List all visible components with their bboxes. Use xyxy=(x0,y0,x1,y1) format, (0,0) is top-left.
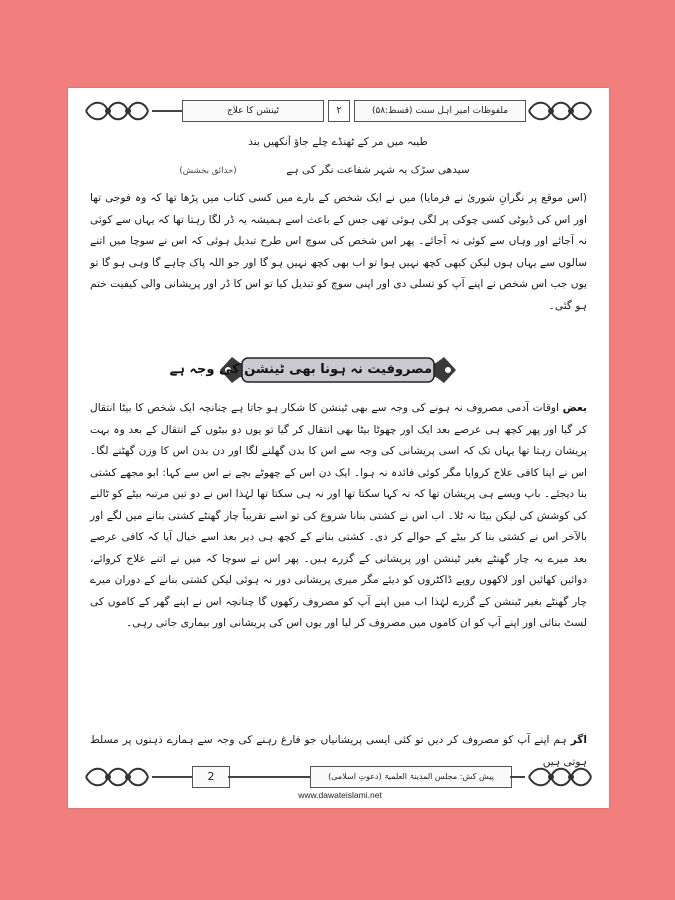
section-heading-banner xyxy=(169,353,458,387)
verse-source: (حدائق بخشش) xyxy=(179,166,237,176)
ornament-right-icon xyxy=(525,98,595,124)
header-right-title: ملفوظات امیر اہل سنت (قسط:۵۸) xyxy=(354,100,526,122)
page-footer xyxy=(82,764,595,804)
footer-ornament-left-icon xyxy=(82,764,152,790)
paragraph-1: (اس موقع پر نگرانِ شوریٰ نے فرمایا) میں نے ایک شخص کے بارے میں کسی کتاب میں پڑھا تھا کہ وہ فوجی تھا اور اس کی ڈیوٹی کسی چوکی پر لگی ہوئی تھی جس کے باعث اسے ہمیشہ یہ ڈر لگا رہتا تھا کہ یہاں سے کوئی نہ آجائے اور وہاں سے کوئی نہ آجائے۔ پھر اس شخص کی سوچ اس طرح تبدیل ہوئی کہ اس نے سوچا میں اتنے سالوں سے یہاں ہوں لیکن کبھی کچھ نہیں ہوا تو اب بھی کچھ نہیں ہو گا اور جو اللہ پاک چاہے گا وہی ہو گا تو یوں جب اس شخص نے اپنے آپ کو تسلی دی اور اپنی سوچ کو تبدیل کیا تو اس کا ڈر اور پریشانی والی کیفیت ختم ہو گئی۔ xyxy=(90,192,587,312)
footer-url[interactable]: www.dawateislami.net xyxy=(298,790,382,800)
footer-rule-mid xyxy=(228,776,310,778)
footer-rule-left xyxy=(152,776,192,778)
verse-line-2: سیدھی سڑک یہ شہر شفاعت نگر کی ہے xyxy=(286,164,470,176)
header-left-title: ٹینشن کا علاج xyxy=(182,100,324,122)
paragraph-2 xyxy=(90,398,587,635)
paragraph-2-lead: بعض xyxy=(562,402,587,414)
verse-line-1: طیبہ میں مر کے ٹھنڈے چلے جاؤ آنکھیں بند xyxy=(248,136,428,148)
paragraph-2-text: اوقات آدمی مصروف نہ ہونے کی وجہ سے بھی ٹینشن کا شکار ہو جاتا ہے چنانچہ ایک شخص کا بیٹا انتقال کر گیا اور پھر کچھ ہی عرصے بعد ایک اور چھوٹا بیٹا بھی انتقال کر گیا تو یوں دو بیٹوں کے انتقال کے بعد وہ بہت پریشان رہتا تھا یہاں تک کہ اسی پریشانی کی وجہ سے اس کا بدن گھلنے لگا اور دن بدن اس کا وزن گھٹنے لگا۔ اس نے اپنا کافی علاج کروایا مگر کوئی فائدہ نہ ہوا۔ ایک دن اس کے چھوٹے بچے نے اس سے کہا: ابو مجھے کشتی بنا دیجئے۔ باپ ویسے ہی پریشان تھا کہ نہ کہا سکتا تھا اور نہ ہی سکتا تھا لہٰذا اس نے دو تین مرتبہ بیٹے کو ٹالنے کی کوشش کی لیکن بیٹا نہ ٹلا۔ اب اس نے کشتی بنانا شروع کی تو اسے تقریباً چار گھنٹے کشتی بنانے میں لگے اور بالآخر اس نے کشتی بنا کر بیٹے کے حوالے کر دی۔ کشتی بنانے کے کچھ ہی دیر بعد اسے خیال آیا کہ کافی عرصے بعد میرے یہ چار گھنٹے بغیر ٹینشن اور پریشانی کے گزرے ہیں۔ پھر اس نے سوچا کہ میں نے اتنے علاج کروائے، دوائیں کھائیں اور لاکھوں روپے ڈاکٹروں کو دیئے مگر میری پریشانی دور نہ ہوئی لیکن کشتی بنانے کے دوران میرے چار گھنٹے بغیر ٹینشن کے گزرے لہٰذا اب میں اپنے آپ کو مصروف رکھوں گا چنانچہ اس نے اپنے گھر کے کاموں کی لسٹ بنائی اور اپنے آپ کو ان کاموں میں مصروف کر لیا اور یوں اس کی پریشانی اور بیماری جاتی رہی۔ xyxy=(90,402,587,629)
paragraph-3-text: ہم اپنے آپ کو مصروف کر دیں تو کئی ایسی پریشانیاں جو فارغ رہنے کی وجہ سے ہمارے ذہنوں پر مسلط ہوتی ہیں xyxy=(90,734,587,768)
paragraph-3-lead: اگر xyxy=(570,734,587,746)
header-rule xyxy=(152,110,182,112)
footer-publisher: پیش کش: مجلس المدینۃ العلمیۃ (دعوتِ اسلامی) xyxy=(310,766,512,788)
ornament-left-icon xyxy=(82,98,152,124)
header-page-number: ۲ xyxy=(328,100,350,122)
footer-rule-right xyxy=(510,776,525,778)
footer-ornament-right-icon xyxy=(525,764,595,790)
document-page xyxy=(68,88,609,808)
footer-page-number: 2 xyxy=(192,766,230,788)
page-header xyxy=(82,94,595,128)
section-heading-title: مصروفیت نہ ہونا بھی ٹینشن کی وجہ ہے xyxy=(169,362,432,377)
